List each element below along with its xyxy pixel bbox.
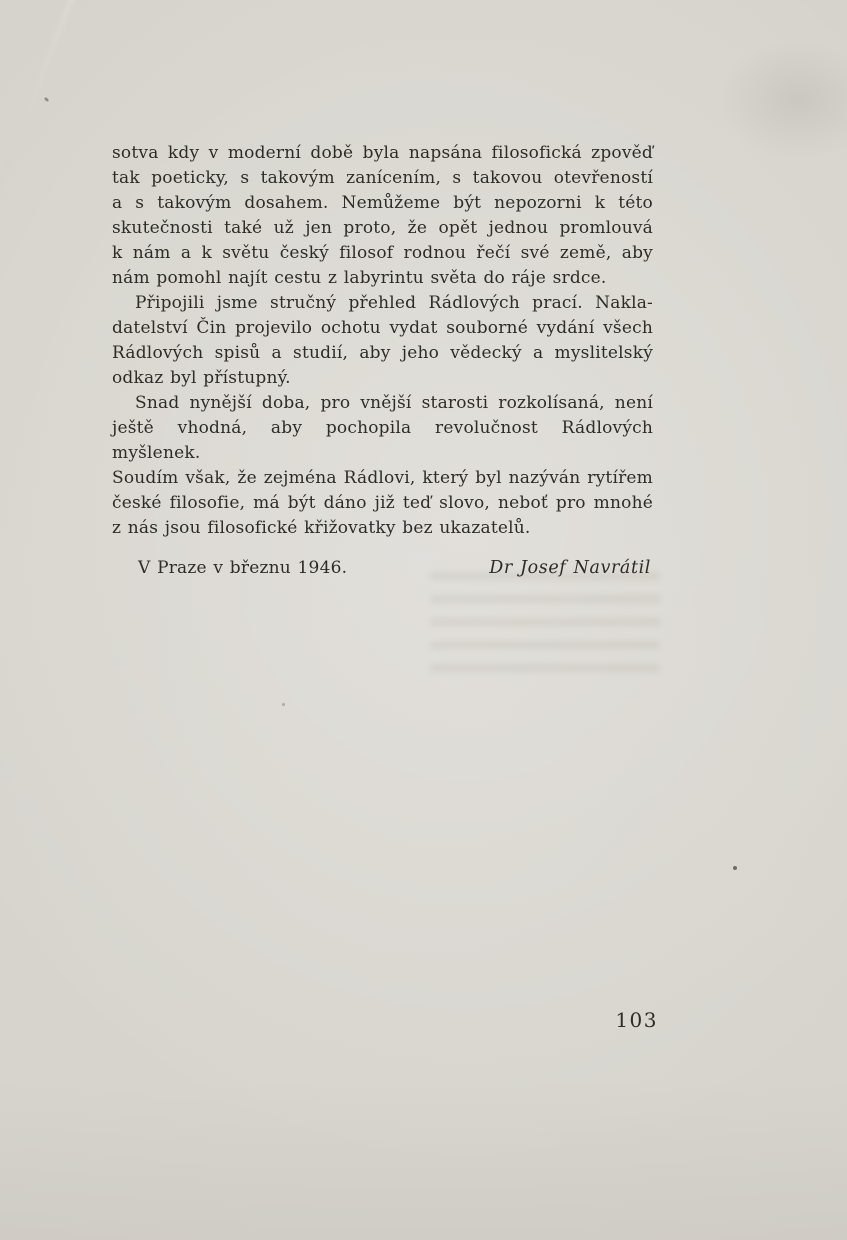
text-line: z nás jsou filosofické křižovatky bez ukazatelů.	[112, 518, 531, 538]
text-line: Soudím však, že zejména Rádlovi, který byl nazýván rytířem	[112, 468, 653, 488]
text-line: datelství Čin projevilo ochotu vydat souborné vydání všech	[112, 318, 653, 338]
text-line: sotva kdy v moderní době byla napsána filosofická zpověď	[112, 143, 653, 163]
paper-crease	[0, 0, 96, 342]
paragraph	[112, 141, 653, 291]
dust-speck	[733, 866, 737, 870]
dateline: V Praze v březnu 1946.	[138, 558, 348, 578]
dust-speck	[282, 703, 285, 706]
body-text	[112, 141, 653, 581]
text-line: nám pomohl najít cestu z labyrintu světa do ráje srdce.	[112, 268, 607, 288]
paragraph	[112, 391, 653, 541]
text-line: k nám a k světu český filosof rodnou řečí své země, aby	[112, 243, 653, 263]
text-line: Rádlových spisů a studií, aby jeho vědecký a myslitelský	[112, 343, 653, 363]
text-line: Připojili jsme stručný přehled Rádlových prací. Nakla-	[135, 293, 653, 313]
page-number: 103	[615, 1008, 658, 1032]
author-signature: Dr Josef Navrátil	[489, 558, 651, 578]
text-line: Snad nynější doba, pro vnější starosti rozkolísaná, není	[135, 393, 653, 413]
paper-shading	[717, 40, 847, 160]
text-line: a s takovým dosahem. Nemůžeme být nepozorni k této	[112, 193, 653, 213]
text-line: ještě vhodná, aby pochopila revolučnost Rádlových myšlenek.	[112, 418, 653, 463]
dust-speck	[44, 97, 50, 103]
text-line: skutečnosti také už jen proto, že opět jednou promlouvá	[112, 218, 653, 238]
text-line: české filosofie, má být dáno již teď slovo, neboť pro mnohé	[112, 493, 653, 513]
paragraph	[112, 291, 653, 391]
reverse-side-show-through	[430, 572, 660, 687]
paper-shading-bottom	[0, 1080, 847, 1240]
text-line: tak poeticky, s takovým zanícením, s takovou otevřeností	[112, 168, 653, 188]
text-line: odkaz byl přístupný.	[112, 368, 291, 388]
signature-row	[112, 556, 653, 581]
